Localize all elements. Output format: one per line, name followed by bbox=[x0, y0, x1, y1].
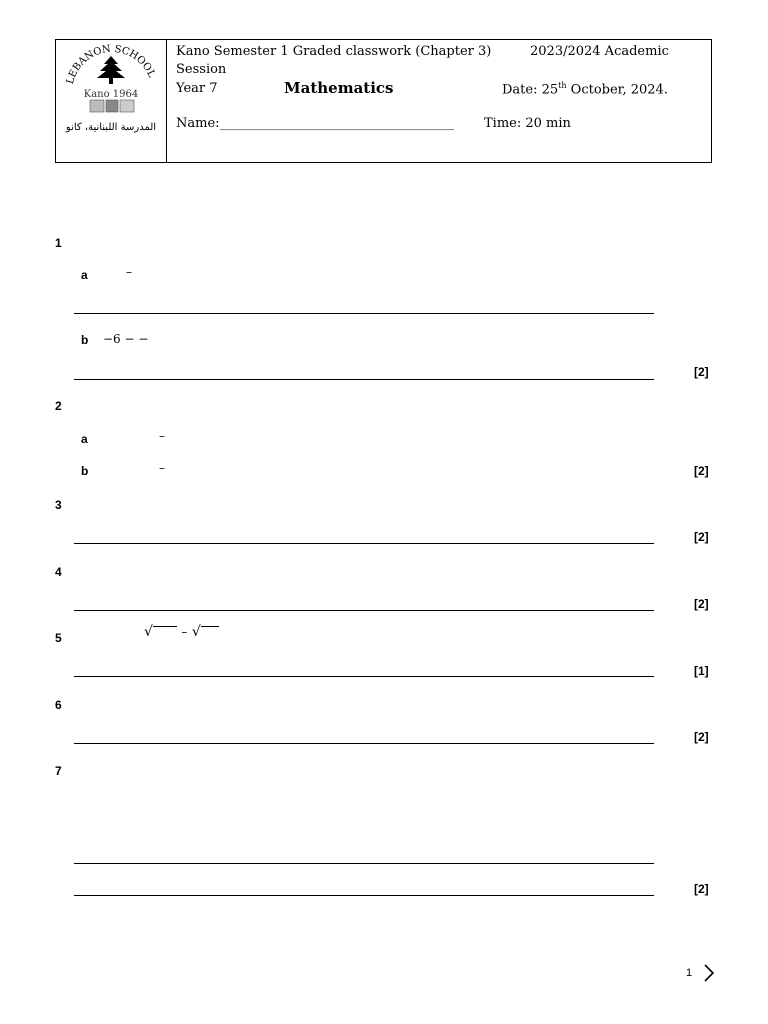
header-year: Year 7 bbox=[176, 81, 218, 96]
part-label: a bbox=[81, 268, 88, 282]
header-name-label: Name: bbox=[176, 116, 220, 131]
part-label: a bbox=[81, 432, 88, 446]
header-subject: Mathematics bbox=[284, 79, 394, 97]
logo-picture-center bbox=[106, 100, 118, 112]
question-fragment: −6 − − bbox=[103, 332, 149, 346]
chevron-right-icon[interactable] bbox=[703, 963, 715, 983]
question-number: 3 bbox=[55, 498, 62, 512]
question-number: 4 bbox=[55, 565, 62, 579]
question-5-expression bbox=[144, 624, 219, 640]
question-fragment: – bbox=[126, 265, 132, 279]
question-fragment: – bbox=[181, 625, 188, 639]
answer-line bbox=[74, 863, 654, 864]
answer-line bbox=[74, 610, 654, 611]
question-number: 6 bbox=[55, 698, 62, 712]
answer-line bbox=[74, 379, 654, 380]
header-time: Time: 20 min bbox=[484, 116, 571, 131]
sqrt-symbol-2: √ bbox=[191, 624, 201, 640]
answer-line bbox=[74, 676, 654, 677]
header-session-word: Session bbox=[176, 62, 227, 77]
part-label: b bbox=[81, 333, 89, 347]
mark-allocation: [2] bbox=[694, 365, 709, 379]
mark-allocation: [2] bbox=[694, 597, 709, 611]
mark-allocation: [2] bbox=[694, 730, 709, 744]
answer-line bbox=[74, 743, 654, 744]
logo-arabic-text: المدرسة اللبنانية، كانو bbox=[65, 122, 157, 133]
header-session-year: 2023/2024 Academic bbox=[530, 44, 669, 59]
mark-allocation: [1] bbox=[694, 664, 709, 678]
question-number: 2 bbox=[55, 399, 62, 413]
answer-line bbox=[74, 313, 654, 314]
question-fragment: – bbox=[159, 461, 165, 475]
school-logo bbox=[60, 42, 162, 160]
cedar-tree-icon bbox=[97, 56, 125, 84]
question-number: 1 bbox=[55, 236, 62, 250]
question-number: 7 bbox=[55, 764, 62, 778]
logo-picture-left bbox=[90, 100, 104, 112]
page-number: 1 bbox=[686, 967, 693, 979]
answer-line bbox=[74, 895, 654, 896]
logo-picture-right bbox=[120, 100, 134, 112]
header-date: Date: 25th October, 2024. bbox=[502, 81, 668, 98]
header-title: Kano Semester 1 Graded classwork (Chapter 3) bbox=[176, 44, 492, 59]
answer-line bbox=[74, 543, 654, 544]
mark-allocation: [2] bbox=[694, 882, 709, 896]
question-fragment: – bbox=[159, 429, 165, 443]
logo-arc-text: LEBANON SCHOOL bbox=[64, 43, 157, 86]
mark-allocation: [2] bbox=[694, 464, 709, 478]
question-number: 5 bbox=[55, 631, 62, 645]
header-divider bbox=[166, 39, 167, 163]
logo-year-text: Kano 1964 bbox=[83, 89, 139, 100]
sqrt-symbol-1: √ bbox=[144, 624, 153, 640]
mark-allocation: [2] bbox=[694, 530, 709, 544]
part-label: b bbox=[81, 464, 89, 478]
header-name-blank: ____________________________________ bbox=[220, 116, 454, 131]
